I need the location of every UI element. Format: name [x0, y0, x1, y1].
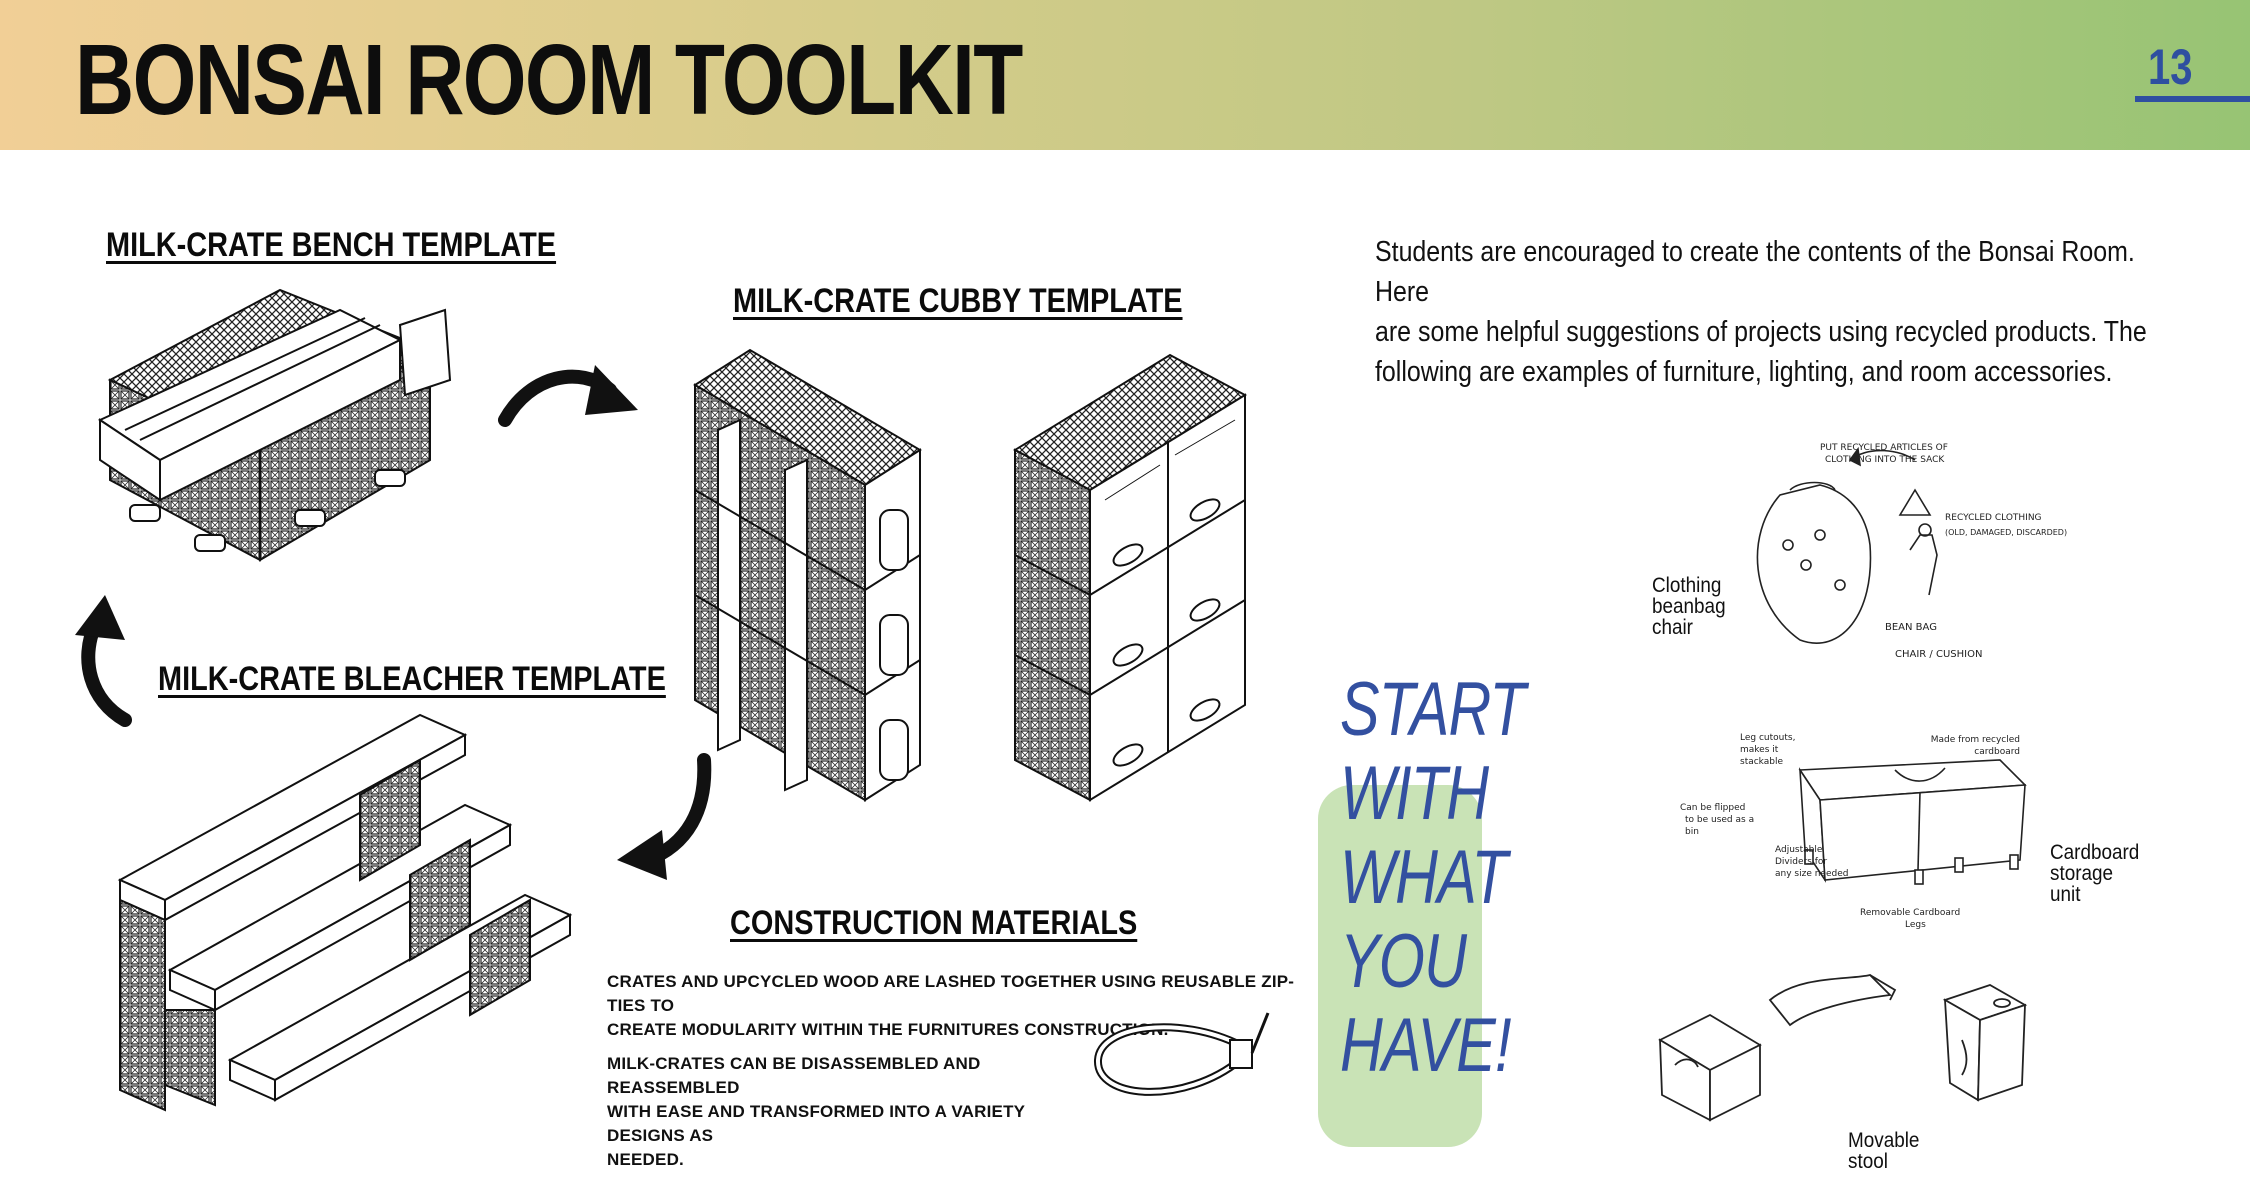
construction-line: NEEDED. [607, 1150, 684, 1169]
intro-line: are some helpful suggestions of projects using recycled products. The [1375, 316, 2147, 348]
page-number-underline [2135, 96, 2250, 102]
construction-line: CRATES AND UPCYCLED WOOD ARE LASHED TOGETHER USING REUSABLE ZIP-TIES TO [607, 972, 1295, 1015]
start-with-what-you-have-callout [1340, 668, 1525, 1088]
callout-line: WHAT [1340, 835, 1507, 920]
stool-label-line: stool [1848, 1150, 1888, 1173]
svg-text:Legs: Legs [1905, 920, 1926, 930]
bleacher-illustration [110, 705, 580, 1125]
cardboard-label-line: storage [2050, 862, 2114, 885]
beanbag-sketch [1740, 435, 2068, 665]
svg-text:CLOTHING INTO THE SACK: CLOTHING INTO THE SACK [1825, 455, 1945, 465]
svg-text:bin: bin [1685, 827, 1699, 837]
cubby-illustration-left [690, 340, 930, 810]
svg-text:makes it: makes it [1740, 745, 1779, 755]
svg-text:(OLD, DAMAGED, DISCARDED): (OLD, DAMAGED, DISCARDED) [1945, 528, 2068, 537]
svg-text:cardboard: cardboard [1974, 747, 2020, 757]
stool-sketch [1650, 955, 2050, 1135]
svg-text:BEAN BAG: BEAN BAG [1885, 622, 1937, 633]
bench-illustration [100, 270, 480, 630]
page-title: BONSAI ROOM TOOLKIT [75, 24, 1022, 136]
page-number: 13 [2148, 39, 2193, 95]
callout-line: HAVE! [1340, 1003, 1511, 1088]
stool-label [1848, 1130, 1919, 1172]
cardboard-label-line: unit [2050, 883, 2081, 906]
intro-line: Students are encouraged to create the contents of the Bonsai Room. Here [1375, 236, 2135, 308]
svg-text:Dividers for: Dividers for [1775, 857, 1828, 867]
callout-line: WITH [1340, 751, 1489, 836]
construction-line: CREATE MODULARITY WITHIN THE FURNITURES CONSTRUCTION. [607, 1020, 1169, 1039]
construction-line: WITH EASE AND TRANSFORMED INTO A VARIETY DESIGNS AS [607, 1102, 1025, 1145]
svg-text:Adjustable: Adjustable [1775, 845, 1823, 855]
intro-line: following are examples of furniture, lighting, and room accessories. [1375, 356, 2113, 388]
stool-label-line: Movable [1848, 1129, 1920, 1152]
cardboard-label [2050, 842, 2139, 905]
svg-text:Can be flipped: Can be flipped [1680, 803, 1746, 813]
svg-text:to be used as a: to be used as a [1685, 815, 1755, 825]
callout-line: START [1340, 667, 1525, 752]
svg-text:PUT RECYCLED ARTICLES OF: PUT RECYCLED ARTICLES OF [1820, 443, 1948, 453]
beanbag-label-line: Clothing [1652, 574, 1722, 597]
beanbag-label-line: chair [1652, 616, 1693, 639]
svg-text:CHAIR / CUSHION: CHAIR / CUSHION [1895, 649, 1983, 660]
cubby-illustration-right [1010, 350, 1260, 810]
bleacher-template-heading: MILK-CRATE BLEACHER TEMPLATE [158, 660, 666, 698]
svg-text:RECYCLED CLOTHING: RECYCLED CLOTHING [1945, 513, 2042, 523]
curved-arrow-icon [500, 355, 640, 435]
svg-text:any size needed: any size needed [1775, 869, 1849, 879]
cardboard-label-line: Cardboard [2050, 841, 2140, 864]
cardboard-sketch [1680, 730, 2040, 930]
zip-tie-icon [1090, 1005, 1270, 1115]
intro-paragraph [1375, 232, 2149, 392]
bench-template-heading: MILK-CRATE BENCH TEMPLATE [106, 226, 557, 264]
svg-text:Removable Cardboard: Removable Cardboard [1860, 908, 1961, 918]
construction-heading: CONSTRUCTION MATERIALS [730, 904, 1138, 942]
cubby-template-heading: MILK-CRATE CUBBY TEMPLATE [733, 282, 1183, 320]
svg-text:Leg cutouts,: Leg cutouts, [1740, 733, 1796, 743]
beanbag-label [1652, 575, 1726, 638]
svg-text:stackable: stackable [1740, 757, 1784, 767]
callout-line: YOU [1340, 919, 1467, 1004]
svg-text:Made from recycled: Made from recycled [1930, 735, 2020, 745]
construction-line: MILK-CRATES CAN BE DISASSEMBLED AND REASSEMBLED [607, 1054, 981, 1097]
construction-paragraph-2 [607, 1052, 1107, 1172]
beanbag-label-line: beanbag [1652, 595, 1726, 618]
